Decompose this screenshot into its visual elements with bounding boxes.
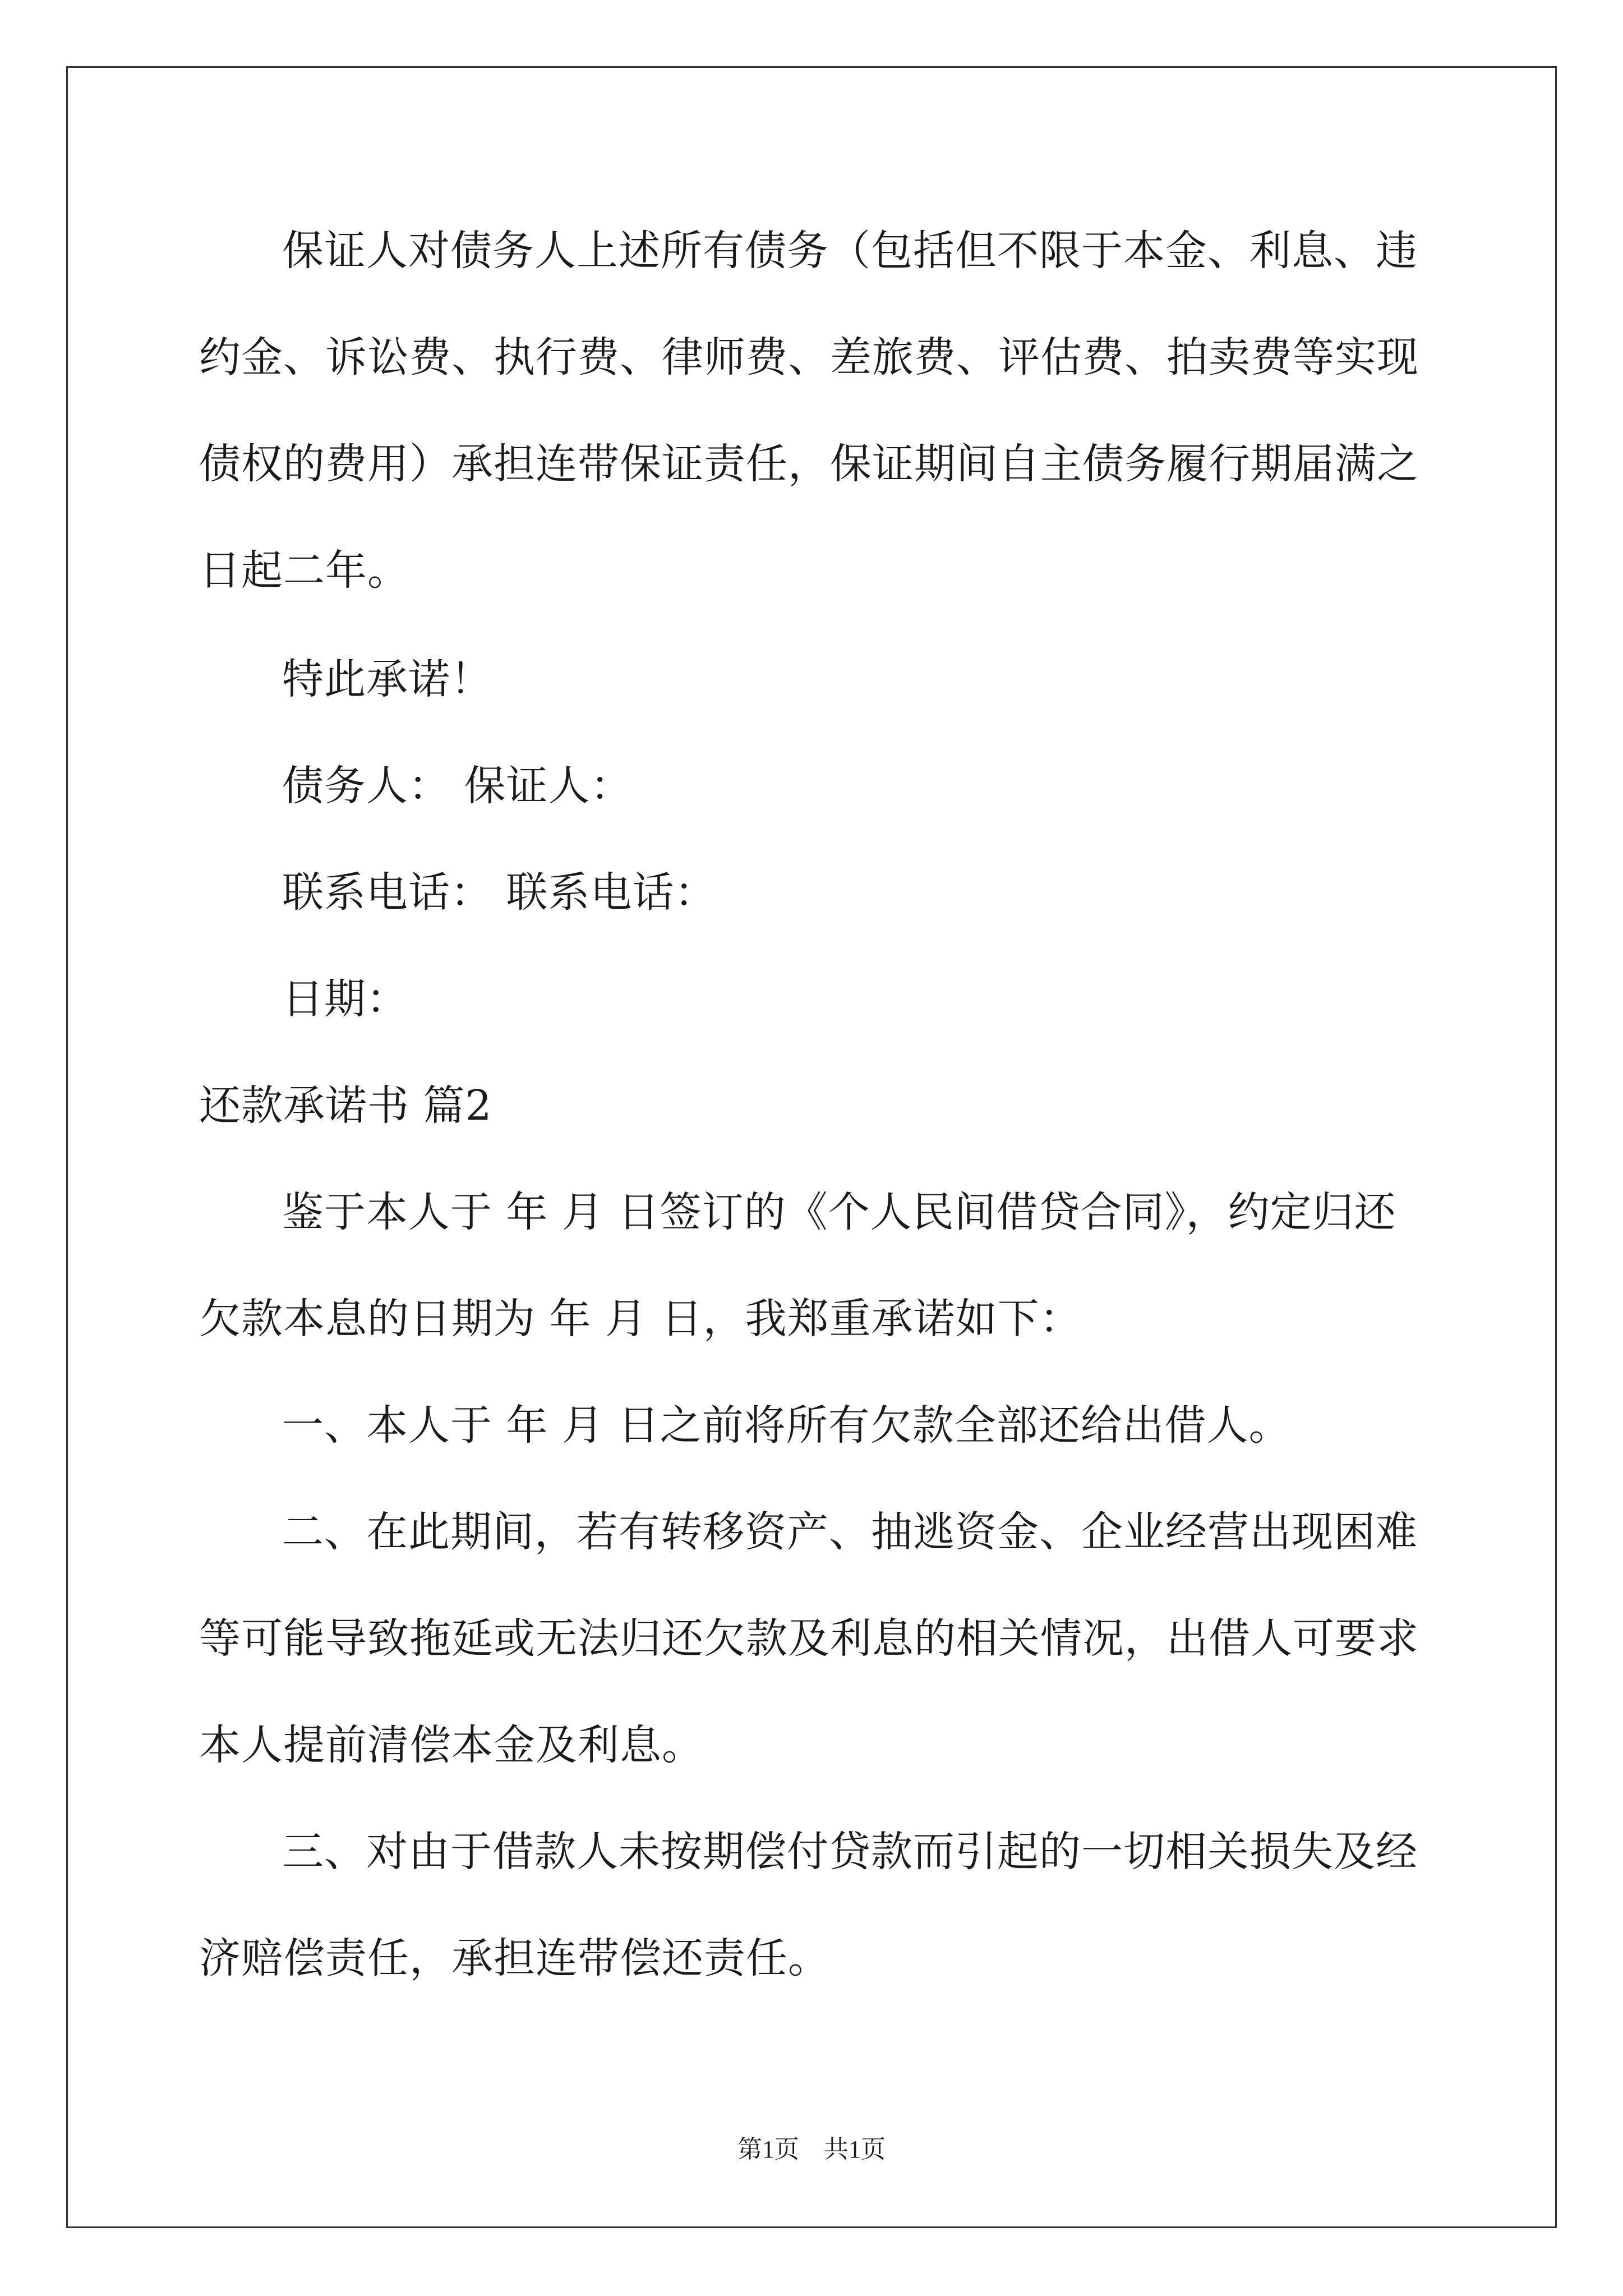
paragraph-date: 日期： <box>282 975 408 1023</box>
paragraph-signatories: 债务人： 保证人： <box>282 762 633 810</box>
page-footer: 第1页 共1页 <box>737 2136 886 2163</box>
paragraph-item-1: 一、本人于 年 月 日之前将所有欠款全部还给出借人。 <box>282 1401 1291 1450</box>
paragraph-intro: 鉴于本人于 年 月 日签订的《个人民间借贷合同》，约定归还欠款本息的日期为 年 月 日，我郑重承诺如下： <box>199 1188 1396 1343</box>
paragraph-item-2: 二、在此期间，若有转移资产、抽逃资金、企业经营出现困难等可能导致拖延或无法归还欠款及利息的相关情况，出借人可要求本人提前清偿本金及利息。 <box>199 1508 1419 1769</box>
paragraph-contact-phone: 联系电话： 联系电话： <box>282 868 717 917</box>
paragraph-promise: 特此承诺！ <box>282 655 492 703</box>
paragraph-guarantee-scope: 保证人对债务人上述所有债务（包括但不限于本金、利息、违约金、诉讼费、执行费、律师费、差旅费、评估费、拍卖费等实现债权的费用）承担连带保证责任，保证期间自主债务履行期届满之日起二年。 <box>199 227 1419 595</box>
section-heading: 还款承诺书 篇2 <box>199 1082 492 1130</box>
paragraph-item-3: 三、对由于借款人未按期偿付贷款而引起的一切相关损失及经济赔偿责任，承担连带偿还责任。 <box>199 1828 1418 1982</box>
